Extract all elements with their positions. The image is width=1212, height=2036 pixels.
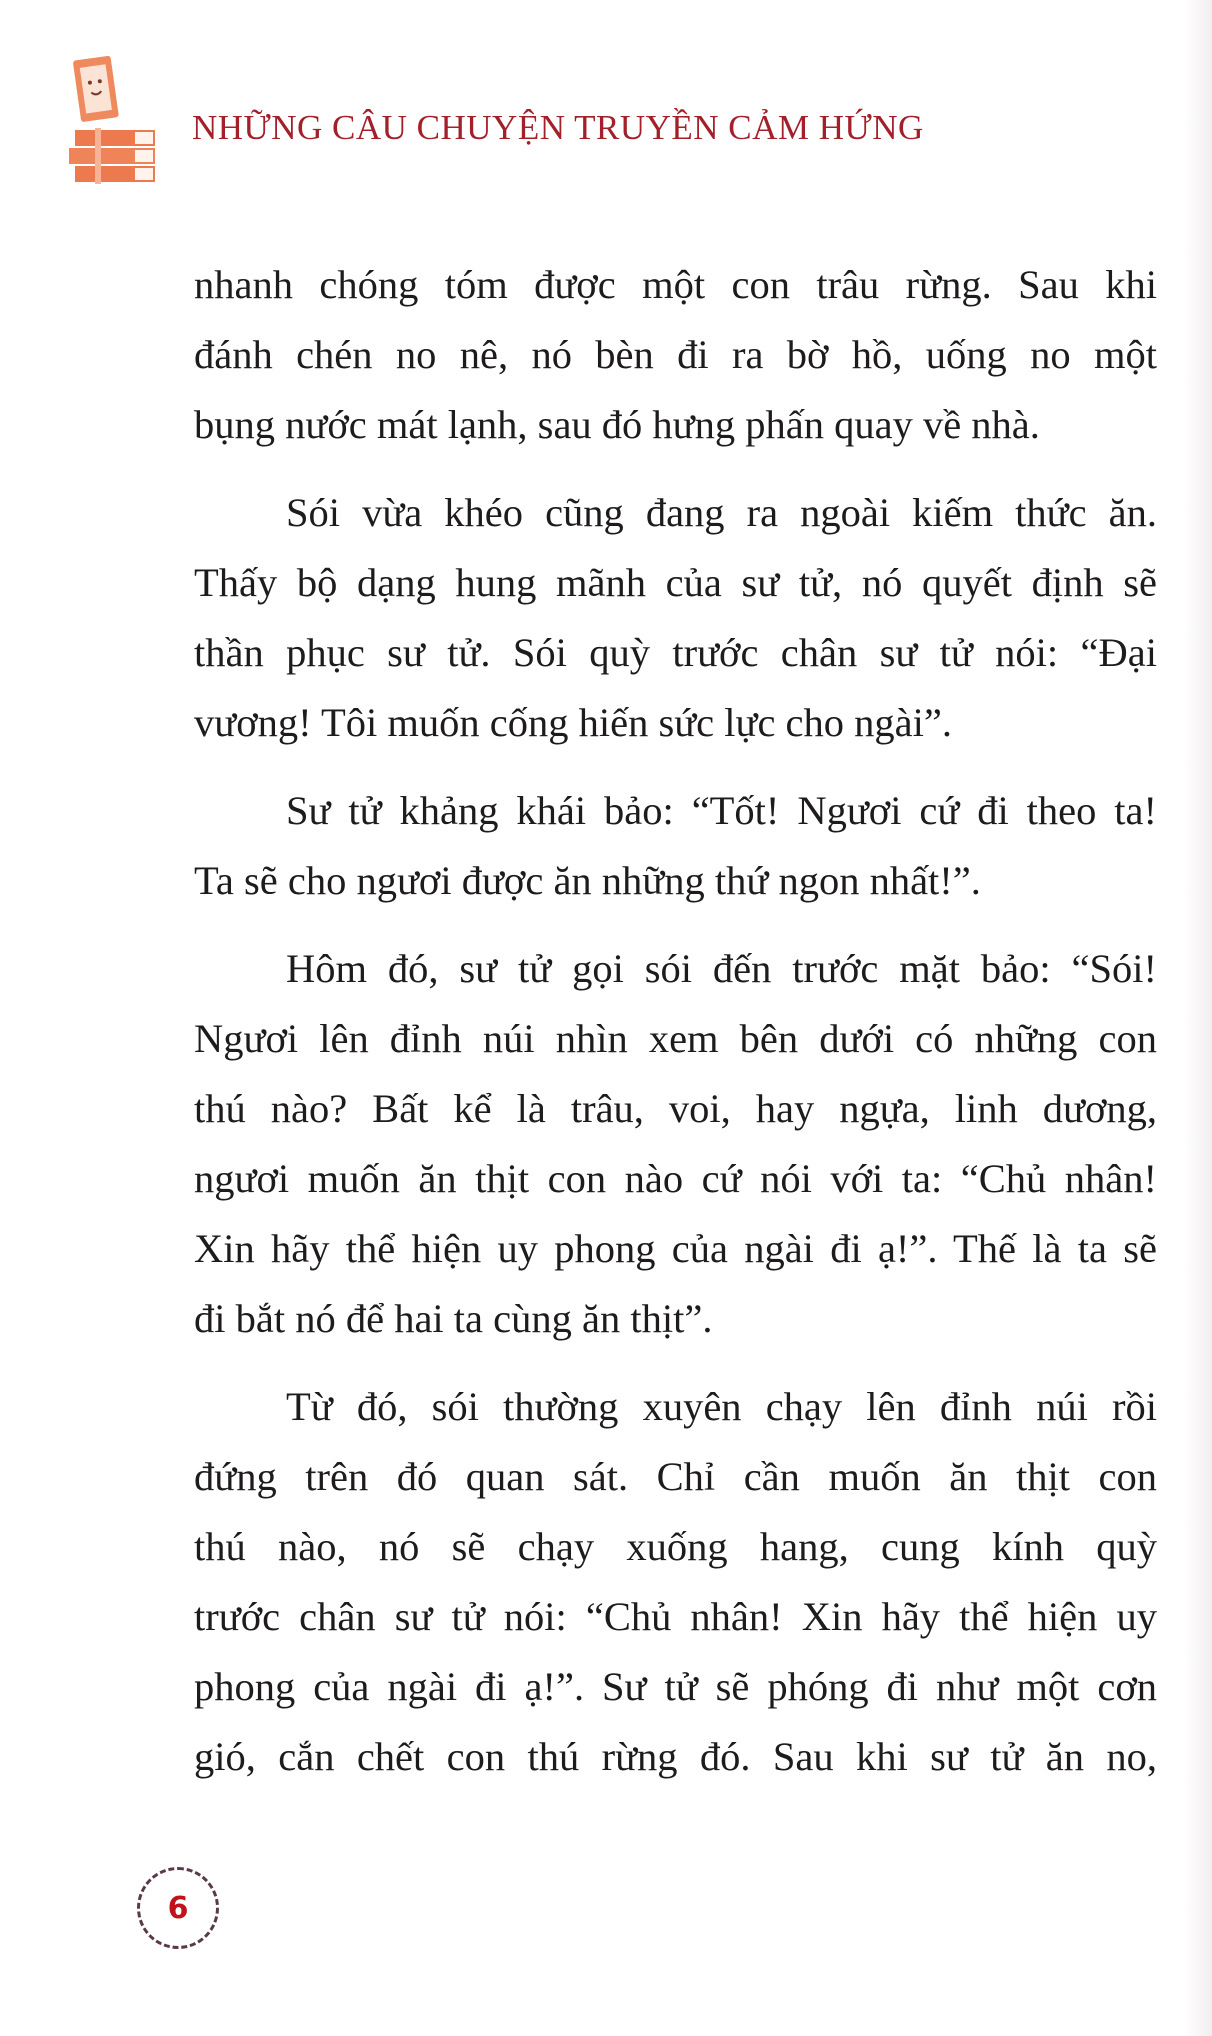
running-header: NHỮNG CÂU CHUYỆN TRUYỀN CẢM HỨNG [192,108,924,147]
text-line: bụng nước mát lạnh, sau đó hưng phấn quay về nhà. [194,402,1040,447]
text-line: nhanh chóng tóm được một con trâu rừng. Sau khi [194,262,1157,307]
text-line: Hôm đó, sư tử gọi sói đến trước mặt bảo: “Sói! [286,946,1157,991]
book-stack-icon [55,50,165,185]
text-line: Thấy bộ dạng hung mãnh của sư tử, nó quyết định sẽ [194,560,1157,605]
paragraph-gap [194,1354,1157,1372]
text-line: đi bắt nó để hai ta cùng ăn thịt”. [194,1296,713,1341]
text-line: Ngươi lên đỉnh núi nhìn xem bên dưới có những con [194,1016,1157,1061]
text-line: thú nào? Bất kể là trâu, voi, hay ngựa, linh dương, [194,1086,1157,1131]
page-number: 6 [137,1867,219,1949]
text-line: Sói vừa khéo cũng đang ra ngoài kiếm thức ăn. [286,490,1157,535]
page-body [194,250,1157,1792]
text-line: Từ đó, sói thường xuyên chạy lên đỉnh núi rồi [286,1384,1157,1429]
text-line: trước chân sư tử nói: “Chủ nhân! Xin hãy thể hiện uy [194,1594,1157,1639]
text-line: đánh chén no nê, nó bèn đi ra bờ hồ, uống no một [194,332,1157,377]
paragraph [194,934,1157,1354]
paragraph [194,776,1157,916]
text-line: thần phục sư tử. Sói quỳ trước chân sư tử nói: “Đại [194,630,1157,675]
text-line: vương! Tôi muốn cống hiến sức lực cho ngài”. [194,700,952,745]
page-edge-shadow [1184,0,1212,2036]
paragraph-gap [194,758,1157,776]
text-line: thú nào, nó sẽ chạy xuống hang, cung kính quỳ [194,1524,1157,1569]
paragraph [194,1372,1157,1792]
paragraph [194,478,1157,758]
paragraph-gap [194,916,1157,934]
paragraph [194,250,1157,460]
text-line: phong của ngài đi ạ!”. Sư tử sẽ phóng đi như một cơn [194,1664,1157,1709]
text-line: Xin hãy thể hiện uy phong của ngài đi ạ!”. Thế là ta sẽ [194,1226,1157,1271]
paragraph-gap [194,460,1157,478]
text-line: Ta sẽ cho ngươi được ăn những thứ ngon nhất!”. [194,858,981,903]
text-line: gió, cắn chết con thú rừng đó. Sau khi sư tử ăn no, [194,1734,1157,1779]
text-line: đứng trên đó quan sát. Chỉ cần muốn ăn thịt con [194,1454,1157,1499]
text-line: Sư tử khảng khái bảo: “Tốt! Ngươi cứ đi theo ta! [286,788,1157,833]
text-line: ngươi muốn ăn thịt con nào cứ nói với ta: “Chủ nhân! [194,1156,1157,1201]
